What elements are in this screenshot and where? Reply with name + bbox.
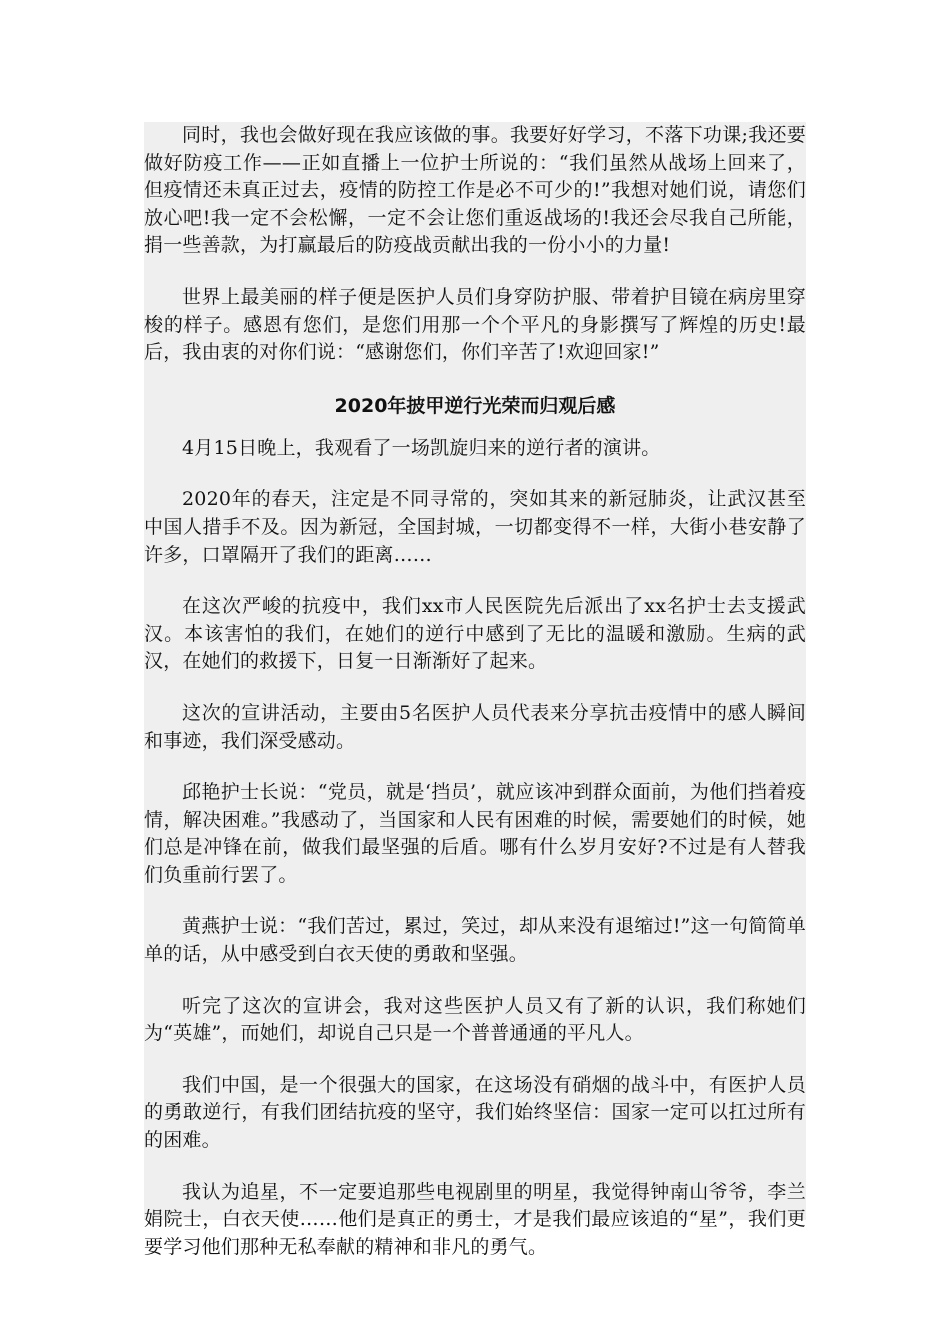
- paragraph: 听完了这次的宣讲会，我对这些医护人员又有了新的认识，我们称她们为“英雄”，而她们，却说自己只是一个普普通通的平凡人。: [144, 994, 806, 1045]
- paragraph: 2020年的春天，注定是不同寻常的，突如其来的新冠肺炎，让武汉甚至中国人措手不及。因为新冠，全国封城，一切都变得不一样，大街小巷安静了许多，口罩隔开了我们的距离……: [144, 488, 806, 566]
- paragraph: 邱艳护士长说：“党员，就是‘挡员’，就应该冲到群众面前，为他们挡着疫情，解决困难。”我感动了，当国家和人民有困难的时候，需要她们的时候，她们总是冲锋在前，做我们最坚强的后盾。哪有什么岁月安好?不过是有人替我们负重前行罢了。: [144, 781, 806, 886]
- paragraph: 我认为追星，不一定要追那些电视剧里的明星，我觉得钟南山爷爷，李兰娟院士，白衣天使……他们是真正的勇士，才是我们最应该追的“星”，我们更要学习他们那种无私奉献的精神和非凡的勇气。: [144, 1180, 806, 1258]
- paragraph: 黄燕护士说：“我们苦过，累过，笑过，却从来没有退缩过!”这一句简简单单的话，从中感受到白衣天使的勇敢和坚强。: [144, 915, 806, 966]
- paragraph: 4月15日晚上，我观看了一场凯旋归来的逆行者的演讲。: [182, 436, 661, 459]
- paragraph: 我们中国，是一个很强大的国家，在这场没有硝烟的战斗中，有医护人员的勇敢逆行，有我们团结抗疫的坚守，我们始终坚信：国家一定可以扛过所有的困难。: [144, 1073, 806, 1152]
- paragraph: 在这次严峻的抗疫中，我们xx市人民医院先后派出了xx名护士去支援武汉。本该害怕的我们，在她们的逆行中感到了无比的温暖和激励。生病的武汉，在她们的救援下，日复一日渐渐好了起来。: [144, 595, 806, 673]
- document-body: [144, 122, 806, 1261]
- section-title: 2020年披甲逆行光荣而归观后感: [334, 394, 616, 417]
- paragraph: 同时，我也会做好现在我应该做的事。我要好好学习，不落下功课;我还要做好防疫工作——正如直播上一位护士所说的：“我们虽然从战场上回来了，但疫情还未真正过去，疫情的防控工作是必不可少的!”我想对她们说，请您们放心吧!我一定不会松懈，一定不会让您们重返战场的!我还会尽我自己所能，捐一些善款，为打赢最后的防疫战贡献出我的一份小小的力量!: [144, 124, 806, 257]
- paragraph: 这次的宣讲活动，主要由5名医护人员代表来分享抗击疫情中的感人瞬间和事迹，我们深受感动。: [144, 701, 806, 752]
- paragraph: 世界上最美丽的样子便是医护人员们身穿防护服、带着护目镜在病房里穿梭的样子。感恩有您们，是您们用那一个个平凡的身影撰写了辉煌的历史!最后，我由衷的对你们说：“感谢您们，你们辛苦了!欢迎回家!”: [144, 285, 806, 364]
